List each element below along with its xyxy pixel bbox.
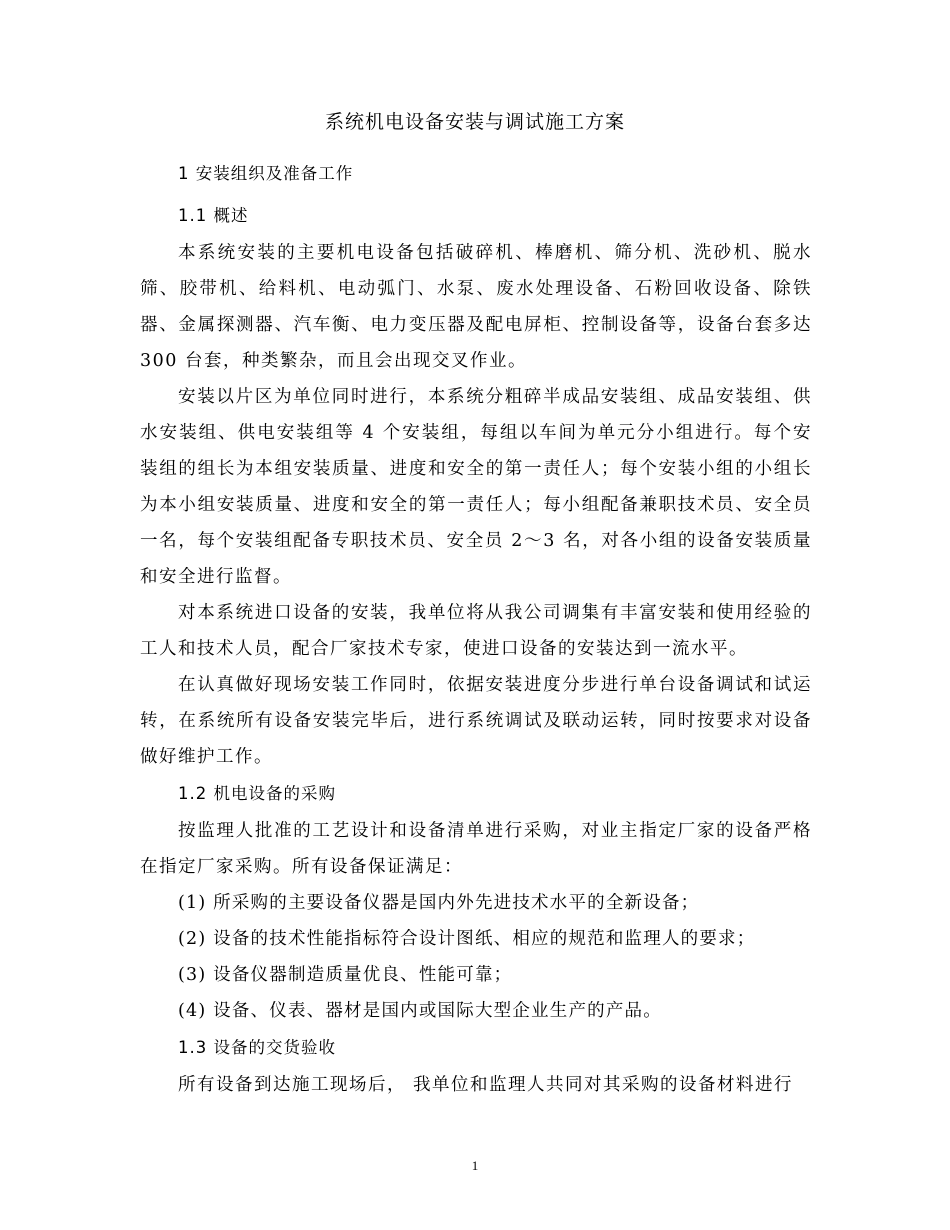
section-1-2-heading: 1.2 机电设备的采购	[178, 784, 336, 803]
overview-paragraph-4: 在认真做好现场安装工作同时，依据安装进度分步进行单台设备调试和试运转，在系统所有设备安装完毕后，进行系统调试及联动运转，同时按要求对设备做好维护工作。	[140, 675, 812, 767]
document-body	[140, 155, 812, 1103]
section-1-heading: 1 安装组织及准备工作	[178, 164, 354, 183]
procurement-item-3: (3) 设备仪器制造质量优良、性能可靠；	[178, 965, 513, 985]
section-1-3-heading: 1.3 设备的交货验收	[178, 1038, 336, 1057]
section-1-1-heading: 1.1 概述	[178, 206, 249, 225]
procurement-item-4: (4) 设备、仪表、器材是国内或国际大型企业生产的产品。	[178, 1001, 662, 1021]
overview-paragraph-1: 本系统安装的主要机电设备包括破碎机、棒磨机、筛分机、洗砂机、脱水筛、胶带机、给料机、电动弧门、水泵、废水处理设备、石粉回收设备、除铁器、金属探测器、汽车衡、电力变压器及配电屏柜、控制设备等，设备台套多达 300 台套，种类繁杂，而且会出现交叉作业。	[140, 243, 812, 371]
procurement-intro: 按监理人批准的工艺设计和设备清单进行采购，对业主指定厂家的设备严格在指定厂家采购。所有设备保证满足：	[140, 821, 812, 877]
acceptance-paragraph: 所有设备到达施工现场后， 我单位和监理人共同对其采购的设备材料进行	[178, 1075, 794, 1095]
overview-paragraph-2: 安装以片区为单位同时进行，本系统分粗碎半成品安装组、成品安装组、供水安装组、供电安装组等 4 个安装组，每组以车间为单元分小组进行。每个安装组的组长为本组安装质量、进度和安全的第一责任人；每个安装小组的小组长为本小组安装质量、进度和安全的第一责任人；每小组配备兼职技术员、安全员一名，每个安装组配备专职技术员、安全员 2～3 名，对各小组的设备安装质量和安全进行监督。	[140, 387, 812, 587]
overview-paragraph-3: 对本系统进口设备的安装，我单位将从我公司调集有丰富安装和使用经验的工人和技术人员，配合厂家技术专家，使进口设备的安装达到一流水平。	[140, 603, 812, 659]
procurement-item-2: (2) 设备的技术性能指标符合设计图纸、相应的规范和监理人的要求；	[178, 929, 756, 949]
document-title: 系统机电设备安装与调试施工方案	[324, 111, 625, 133]
page-number: 1	[471, 1158, 479, 1173]
procurement-item-1: (1) 所采购的主要设备仪器是国内外先进技术水平的全新设备；	[178, 893, 700, 913]
